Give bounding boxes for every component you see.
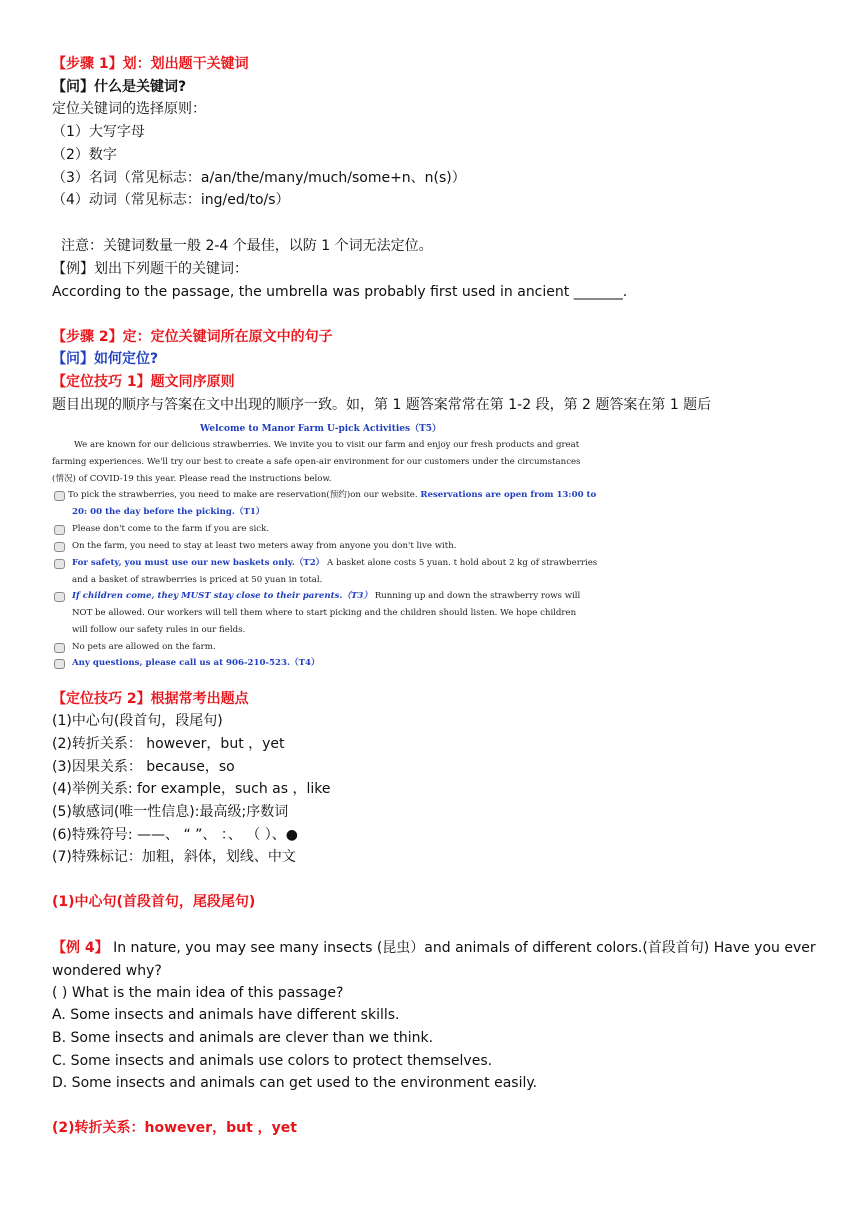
rule-7: Any questions, please call us at 906-210-523.（T4）	[72, 658, 320, 668]
rule-5-cont-2: will follow our safety rules in our fields.	[72, 625, 246, 635]
principle-item-2: （2）数字	[52, 147, 117, 163]
passage-title: Welcome to Manor Farm U-pick Activities（T5）	[200, 424, 442, 434]
passage-intro-1: We are known for our delicious strawberries. We invite you to visit our farm and enjoy our fresh products and great	[74, 440, 580, 450]
step1-question: 【问】什么是关键词?	[52, 79, 187, 95]
rule-2: Please don't come to the farm if you are sick.	[72, 524, 270, 534]
rule-5	[72, 588, 580, 605]
principle-item-4: （4）动词（常见标志：ing/ed/to/s）	[52, 192, 290, 208]
tip2-item-3: (3)因果关系： because，so	[52, 759, 235, 775]
tip2-item-6: (6)特殊符号: ——、 “ ”、 ：、 （ ）、●	[52, 827, 298, 843]
rule-1-highlight: Reservations are open from 13:00 to	[420, 490, 597, 500]
bullet-icon	[54, 559, 65, 569]
rule-5-text: Running up and down the strawberry rows will	[374, 591, 581, 601]
tip1-title: 【定位技巧 1】题文同序原则	[52, 374, 235, 390]
tip2-item-1: (1)中心句(段首句，段尾句)	[52, 713, 223, 729]
tip2-title: 【定位技巧 2】根据常考出题点	[52, 691, 249, 707]
option-c: C. Some insects and animals use colors to protect themselves.	[52, 1053, 493, 1069]
option-a: A. Some insects and animals have different skills.	[52, 1007, 400, 1023]
passage-image	[52, 421, 598, 673]
example-sentence: According to the passage, the umbrella was probably first used in ancient _______.	[52, 284, 628, 300]
bullet-icon	[54, 542, 65, 552]
step2-question: 【问】如何定位?	[52, 351, 159, 367]
rule-1	[68, 487, 596, 504]
example-label: 【例】划出下列题干的关键词：	[52, 261, 248, 277]
rule-4-cont: and a basket of strawberries is priced at 50 yuan in total.	[72, 575, 323, 585]
bullet-icon	[54, 491, 65, 501]
rule-5-cont-1: NOT be allowed. Our workers will tell them where to start picking and the children should listen. We hope children	[72, 608, 577, 618]
rule-1-cont: 20: 00 the day before the picking.（T1）	[72, 507, 265, 517]
section2-heading: (2)转折关系：however，but ，yet	[52, 1120, 297, 1136]
rule-5-highlight: If children come, they MUST stay close to their parents.（T3）	[72, 591, 372, 601]
tip1-text: 题目出现的顺序与答案在文中出现的顺序一致。如，第 1 题答案常常在第 1-2 段，第 2 题答案在第 1 题后	[52, 397, 712, 413]
option-d: D. Some insects and animals can get used to the environment easily.	[52, 1075, 538, 1091]
section1-heading: (1)中心句(首段首句，尾段尾句)	[52, 894, 256, 910]
option-b: B. Some insects and animals are clever than we think.	[52, 1030, 434, 1046]
bullet-icon	[54, 659, 65, 669]
step1-title: 【步骤 1】划：划出题干关键词	[52, 56, 249, 72]
bullet-icon	[54, 525, 65, 535]
passage-intro-3: (情况) of COVID-19 this year. Please read the instructions below.	[52, 474, 332, 484]
bullet-icon	[54, 643, 65, 653]
step2-title: 【步骤 2】定：定位关键词所在原文中的句子	[52, 329, 333, 345]
example4-text: In nature, you may see many insects (昆虫）and animals of different colors.(首段首句) Have you ever wondered why?	[52, 940, 816, 979]
example4-label: 【例 4】	[52, 940, 109, 956]
example4-paragraph	[52, 937, 822, 982]
rule-4-highlight: For safety, you must use our new baskets only.（T2）	[72, 558, 325, 568]
tip2-item-4: (4)举例关系: for example，such as ，like	[52, 781, 331, 797]
rule-4	[72, 555, 597, 572]
rule-1-text: To pick the strawberries, you need to make are reservation(预约)on our website.	[68, 490, 418, 500]
tip2-item-5: (5)敏感词(唯一性信息):最高级;序数词	[52, 804, 289, 820]
passage-intro-2: farming experiences. We'll try our best to create a safe open-air environment for our customers under the circumstances	[52, 457, 581, 467]
tip2-item-7: (7)特殊标记：加粗，斜体，划线、中文	[52, 849, 296, 865]
rule-3: On the farm, you need to stay at least two meters away from anyone you don't live with.	[72, 541, 457, 551]
keyword-note: 注意：关键词数量一般 2-4 个最佳，以防 1 个词无法定位。	[61, 238, 433, 254]
principle-item-1: （1）大写字母	[52, 124, 145, 140]
rule-6: No pets are allowed on the farm.	[72, 642, 216, 652]
example4-question: ( ) What is the main idea of this passage?	[52, 985, 344, 1001]
bullet-icon	[54, 592, 65, 602]
principle-item-3: （3）名词（常见标志：a/an/the/many/much/some+n、n(s)）	[52, 170, 466, 186]
tip2-item-2: (2)转折关系： however，but ，yet	[52, 736, 285, 752]
rule-4-text: A basket alone costs 5 yuan. t hold about 2 kg of strawberries	[327, 558, 598, 568]
step1-principle: 定位关键词的选择原则：	[52, 101, 206, 117]
